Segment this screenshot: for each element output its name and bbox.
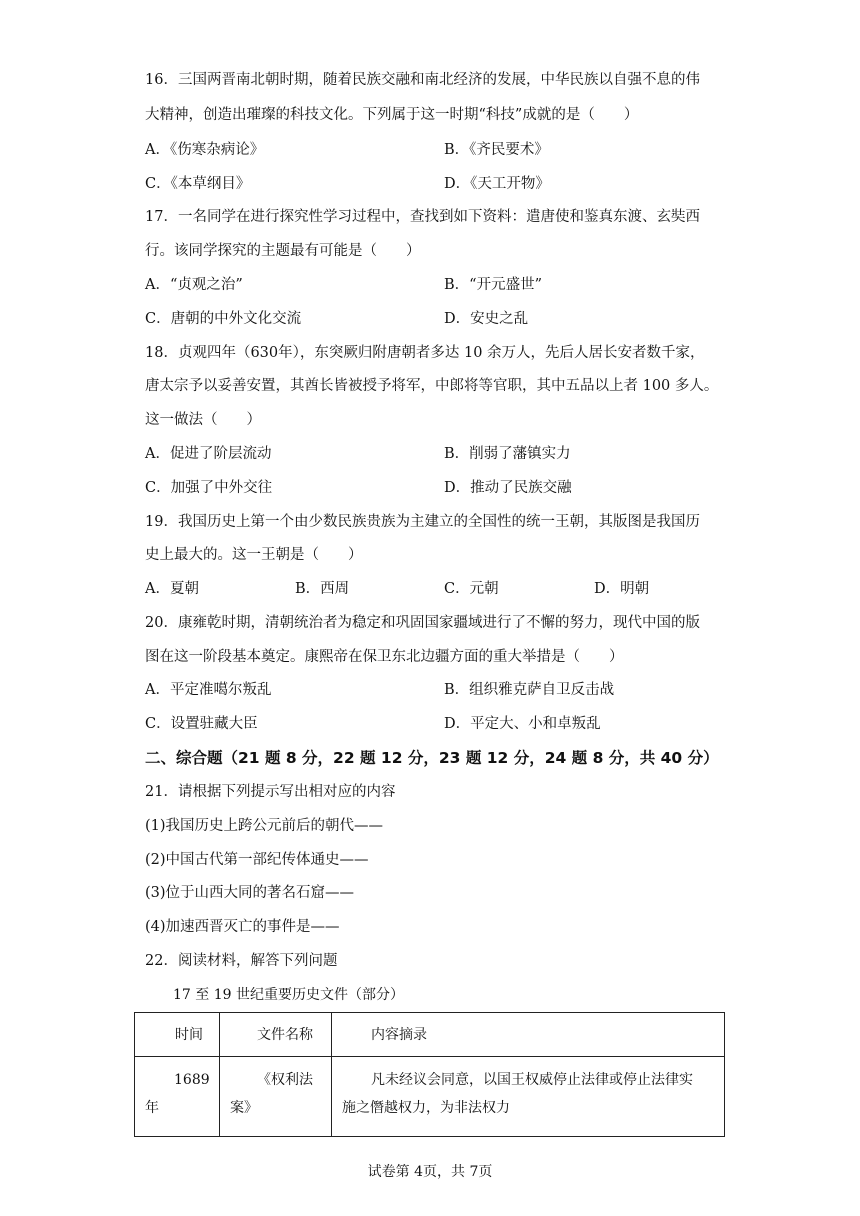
header-cell-content xyxy=(332,1013,725,1057)
q17-option-a: A．“贞观之治” xyxy=(145,277,243,293)
header-name-label: 文件名称 xyxy=(257,1027,313,1043)
q21-item-4: (4)加速西晋灭亡的事件是—— xyxy=(145,919,340,935)
q16-stem-line1: 16．三国两晋南北朝时期，随着民族交融和南北经济的发展，中华民族以自强不息的伟 xyxy=(145,72,700,88)
q16-option-b: B．《齐民要术》 xyxy=(444,142,549,158)
q18-option-a: A．促进了阶层流动 xyxy=(145,446,272,462)
q22-stem: 22．阅读材料，解答下列问题 xyxy=(145,953,338,969)
q20-option-c: C．设置驻藏大臣 xyxy=(145,716,258,732)
q18-stem-line3: 这一做法（ ） xyxy=(145,412,261,428)
q20-stem-line2: 图在这一阶段基本奠定。康熙帝在保卫东北边疆方面的重大举措是（ ） xyxy=(145,649,624,665)
row-name-line1: 《权利法 xyxy=(257,1072,313,1088)
q18-option-d: D．推动了民族交融 xyxy=(444,480,572,496)
table-caption: 17 至 19 世纪重要历史文件（部分） xyxy=(173,987,404,1003)
q19-stem-line2: 史上最大的。这一王朝是（ ） xyxy=(145,547,363,563)
q16-option-c: C．《本草纲目》 xyxy=(145,176,251,192)
q19-option-b: B．西周 xyxy=(295,581,350,597)
q20-option-a: A．平定准噶尔叛乱 xyxy=(145,682,272,698)
header-cell-name xyxy=(220,1013,332,1057)
q17-option-c: C．唐朝的中外文化交流 xyxy=(145,311,302,327)
page-footer: 试卷第 4页，共 7页 xyxy=(367,1164,493,1180)
q16-option-a: A．《伤寒杂病论》 xyxy=(145,142,265,158)
q18-stem-line2: 唐太宗予以妥善安置，其酋长皆被授予将军，中郎将等官职，其中五品以上者 100 多人。 xyxy=(145,378,719,394)
header-cell-time xyxy=(135,1013,220,1057)
q19-option-d: D．明朝 xyxy=(594,581,650,597)
q16-stem-line2: 大精神，创造出璀璨的科技文化。下列属于这一时期“科技”成就的是（ ） xyxy=(145,107,639,123)
q17-stem-line2: 行。该同学探究的主题最有可能是（ ） xyxy=(145,243,421,259)
header-time-label: 时间 xyxy=(175,1027,203,1043)
q21-item-3: (3)位于山西大同的著名石窟—— xyxy=(145,885,355,901)
q21-item-1: (1)我国历史上跨公元前后的朝代—— xyxy=(145,818,384,834)
row-content-line2: 施之僭越权力，为非法权力 xyxy=(342,1100,510,1116)
q18-stem-line1: 18．贞观四年（630年），东突厥归附唐朝者多达 10 余万人，先后人居长安者数千家， xyxy=(145,345,705,361)
q21-item-2: (2)中国古代第一部纪传体通史—— xyxy=(145,852,369,868)
q17-option-b: B．“开元盛世” xyxy=(444,277,542,293)
q20-stem-line1: 20．康雍乾时期，清朝统治者为稳定和巩固国家疆域进行了不懈的努力，现代中国的版 xyxy=(145,615,700,631)
row-time-line2: 年 xyxy=(145,1100,159,1116)
q21-stem: 21．请根据下列提示写出相对应的内容 xyxy=(145,784,396,800)
header-content-label: 内容摘录 xyxy=(371,1027,427,1043)
q20-option-d: D．平定大、小和卓叛乱 xyxy=(444,716,601,732)
q17-stem-line1: 17．一名同学在进行探究性学习过程中，查找到如下资料：遣唐使和鉴真东渡、玄奘西 xyxy=(145,209,700,225)
section-heading: 二、综合题（21 题 8 分，22 题 12 分，23 题 12 分，24 题 8 分，共 40 分） xyxy=(145,749,719,767)
row-time-line1: 1689 xyxy=(174,1072,210,1088)
history-documents-table xyxy=(134,1012,725,1137)
table-row xyxy=(135,1057,725,1137)
row-time-cell xyxy=(135,1057,220,1137)
q17-option-d: D．安史之乱 xyxy=(444,311,529,327)
q18-option-c: C．加强了中外交往 xyxy=(145,480,273,496)
q19-stem-line1: 19．我国历史上第一个由少数民族贵族为主建立的全国性的统一王朝，其版图是我国历 xyxy=(145,514,700,530)
q19-option-c: C．元朝 xyxy=(444,581,499,597)
q18-option-b: B．削弱了藩镇实力 xyxy=(444,446,571,462)
q19-option-a: A．夏朝 xyxy=(145,581,199,597)
row-name-line2: 案》 xyxy=(230,1100,258,1116)
table-header-row xyxy=(135,1013,725,1057)
row-content-cell xyxy=(332,1057,725,1137)
q16-option-d: D．《天工开物》 xyxy=(444,176,550,192)
row-name-cell xyxy=(220,1057,332,1137)
q20-option-b: B．组织雅克萨自卫反击战 xyxy=(444,682,615,698)
row-content-line1: 凡未经议会同意，以国王权威停止法律或停止法律实 xyxy=(371,1072,693,1088)
